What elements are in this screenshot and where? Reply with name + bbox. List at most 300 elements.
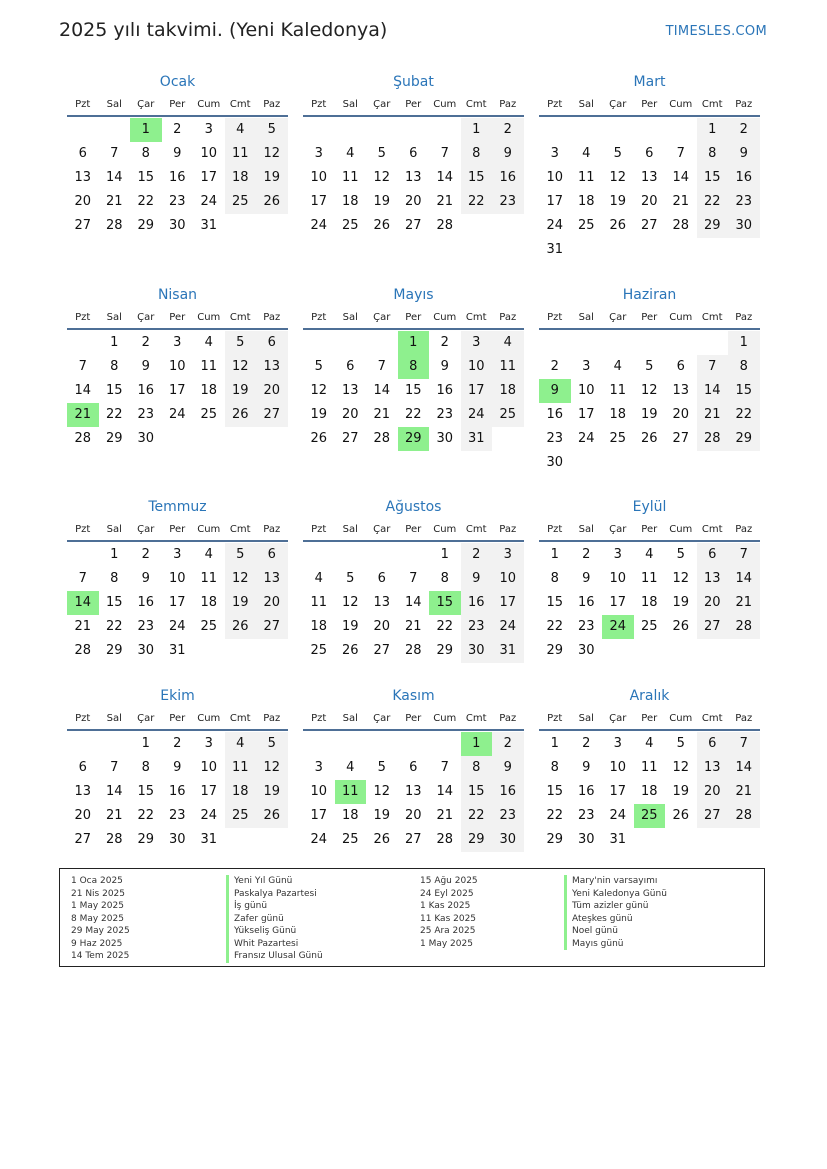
day-cell[interactable]: 22 — [697, 190, 729, 214]
day-cell[interactable]: 21 — [436, 194, 454, 209]
day-cell[interactable]: 31 — [546, 242, 564, 257]
day-cell[interactable]: 12 — [310, 383, 328, 398]
day-cell[interactable]: 21 — [404, 619, 422, 634]
day-cell[interactable]: 18 — [640, 595, 658, 610]
day-cell[interactable]: 7 — [440, 760, 449, 775]
day-cell[interactable]: 1 — [461, 118, 493, 142]
day-cell[interactable]: 28 — [74, 643, 92, 658]
day-cell[interactable]: 6 — [78, 146, 87, 161]
day-cell[interactable]: 15 — [546, 595, 564, 610]
day-cell[interactable]: 27 — [640, 218, 658, 233]
day-cell[interactable]: 3 — [314, 146, 323, 161]
day-cell[interactable]: 29 — [546, 643, 564, 658]
day-cell[interactable]: 7 — [78, 359, 87, 374]
day-cell[interactable]: 13 — [697, 756, 729, 780]
day-cell[interactable]: 30 — [137, 643, 155, 658]
day-cell[interactable]: 25 — [341, 832, 359, 847]
day-cell[interactable]: 2 — [582, 547, 591, 562]
day-cell[interactable]: 12 — [672, 571, 690, 586]
day-cell[interactable]: 17 — [577, 407, 595, 422]
day-cell[interactable]: 7 — [440, 146, 449, 161]
day-cell[interactable]: 22 — [546, 808, 564, 823]
day-cell[interactable]: 4 — [314, 571, 323, 586]
day-cell[interactable]: 29 — [137, 218, 155, 233]
day-cell[interactable]: 6 — [409, 146, 418, 161]
day-cell[interactable]: 22 — [105, 619, 123, 634]
day-cell[interactable]: 25 — [577, 218, 595, 233]
day-cell[interactable]: 15 — [137, 784, 155, 799]
day-cell[interactable]: 11 — [640, 571, 658, 586]
day-cell[interactable]: 6 — [78, 760, 87, 775]
day-cell[interactable]: 18 — [341, 808, 359, 823]
day-cell[interactable]: 17 — [546, 194, 564, 209]
day-cell[interactable]: 15 — [105, 595, 123, 610]
day-cell[interactable]: 16 — [461, 591, 493, 615]
day-cell[interactable]: 3 — [173, 335, 182, 350]
day-cell[interactable]: 16 — [577, 595, 595, 610]
day-cell[interactable]: 2 — [492, 118, 524, 142]
holiday-day-cell[interactable]: 1 — [130, 118, 162, 142]
day-cell[interactable]: 21 — [105, 194, 123, 209]
day-cell[interactable]: 9 — [461, 567, 493, 591]
day-cell[interactable]: 20 — [697, 780, 729, 804]
day-cell[interactable]: 8 — [440, 571, 449, 586]
day-cell[interactable]: 15 — [461, 780, 493, 804]
day-cell[interactable]: 30 — [436, 431, 454, 446]
day-cell[interactable]: 13 — [404, 784, 422, 799]
day-cell[interactable]: 29 — [728, 427, 760, 451]
day-cell[interactable]: 11 — [225, 756, 257, 780]
day-cell[interactable]: 3 — [173, 547, 182, 562]
day-cell[interactable]: 31 — [461, 427, 493, 451]
day-cell[interactable]: 17 — [609, 595, 627, 610]
day-cell[interactable]: 25 — [200, 407, 218, 422]
day-cell[interactable]: 21 — [728, 591, 760, 615]
day-cell[interactable]: 1 — [550, 547, 559, 562]
day-cell[interactable]: 12 — [256, 142, 288, 166]
day-cell[interactable]: 16 — [546, 407, 564, 422]
day-cell[interactable]: 24 — [609, 808, 627, 823]
day-cell[interactable]: 9 — [173, 146, 182, 161]
day-cell[interactable]: 19 — [672, 595, 690, 610]
day-cell[interactable]: 5 — [256, 732, 288, 756]
day-cell[interactable]: 2 — [461, 543, 493, 567]
day-cell[interactable]: 14 — [105, 784, 123, 799]
day-cell[interactable]: 23 — [137, 619, 155, 634]
day-cell[interactable]: 6 — [697, 543, 729, 567]
day-cell[interactable]: 27 — [404, 832, 422, 847]
day-cell[interactable]: 25 — [640, 619, 658, 634]
day-cell[interactable]: 15 — [728, 379, 760, 403]
day-cell[interactable]: 8 — [110, 571, 119, 586]
day-cell[interactable]: 13 — [697, 567, 729, 591]
day-cell[interactable]: 10 — [492, 567, 524, 591]
day-cell[interactable]: 27 — [74, 832, 92, 847]
day-cell[interactable]: 7 — [697, 355, 729, 379]
day-cell[interactable]: 23 — [168, 194, 186, 209]
day-cell[interactable]: 28 — [436, 218, 454, 233]
day-cell[interactable]: 21 — [373, 407, 391, 422]
day-cell[interactable]: 11 — [341, 170, 359, 185]
day-cell[interactable]: 3 — [613, 547, 622, 562]
day-cell[interactable]: 20 — [373, 619, 391, 634]
day-cell[interactable]: 18 — [341, 194, 359, 209]
day-cell[interactable]: 6 — [676, 359, 685, 374]
day-cell[interactable]: 16 — [492, 166, 524, 190]
day-cell[interactable]: 26 — [373, 218, 391, 233]
day-cell[interactable]: 11 — [577, 170, 595, 185]
day-cell[interactable]: 22 — [404, 407, 422, 422]
day-cell[interactable]: 4 — [613, 359, 622, 374]
day-cell[interactable]: 10 — [609, 571, 627, 586]
day-cell[interactable]: 14 — [373, 383, 391, 398]
day-cell[interactable]: 26 — [609, 218, 627, 233]
day-cell[interactable]: 4 — [346, 146, 355, 161]
day-cell[interactable]: 2 — [728, 118, 760, 142]
day-cell[interactable]: 9 — [492, 756, 524, 780]
holiday-day-cell[interactable]: 1 — [461, 732, 493, 756]
day-cell[interactable]: 5 — [225, 543, 257, 567]
day-cell[interactable]: 12 — [640, 383, 658, 398]
day-cell[interactable]: 24 — [461, 403, 493, 427]
day-cell[interactable]: 7 — [78, 571, 87, 586]
day-cell[interactable]: 18 — [310, 619, 328, 634]
day-cell[interactable]: 13 — [256, 355, 288, 379]
day-cell[interactable]: 11 — [200, 359, 218, 374]
day-cell[interactable]: 3 — [314, 760, 323, 775]
day-cell[interactable]: 23 — [168, 808, 186, 823]
day-cell[interactable]: 11 — [492, 355, 524, 379]
day-cell[interactable]: 26 — [373, 832, 391, 847]
day-cell[interactable]: 29 — [105, 643, 123, 658]
day-cell[interactable]: 6 — [377, 571, 386, 586]
day-cell[interactable]: 8 — [697, 142, 729, 166]
day-cell[interactable]: 12 — [256, 756, 288, 780]
day-cell[interactable]: 4 — [645, 547, 654, 562]
day-cell[interactable]: 31 — [200, 218, 218, 233]
day-cell[interactable]: 12 — [373, 784, 391, 799]
day-cell[interactable]: 12 — [373, 170, 391, 185]
day-cell[interactable]: 10 — [461, 355, 493, 379]
day-cell[interactable]: 17 — [168, 595, 186, 610]
day-cell[interactable]: 1 — [550, 736, 559, 751]
holiday-day-cell[interactable]: 1 — [398, 331, 430, 355]
day-cell[interactable]: 24 — [310, 218, 328, 233]
day-cell[interactable]: 21 — [697, 403, 729, 427]
day-cell[interactable]: 8 — [110, 359, 119, 374]
day-cell[interactable]: 25 — [200, 619, 218, 634]
day-cell[interactable]: 20 — [256, 379, 288, 403]
day-cell[interactable]: 16 — [168, 784, 186, 799]
day-cell[interactable]: 29 — [137, 832, 155, 847]
day-cell[interactable]: 22 — [137, 808, 155, 823]
day-cell[interactable]: 4 — [225, 118, 257, 142]
day-cell[interactable]: 6 — [409, 760, 418, 775]
day-cell[interactable]: 1 — [697, 118, 729, 142]
day-cell[interactable]: 18 — [225, 166, 257, 190]
day-cell[interactable]: 30 — [546, 455, 564, 470]
day-cell[interactable]: 1 — [141, 736, 150, 751]
day-cell[interactable]: 4 — [204, 547, 213, 562]
day-cell[interactable]: 24 — [168, 407, 186, 422]
day-cell[interactable]: 8 — [461, 142, 493, 166]
day-cell[interactable]: 18 — [200, 595, 218, 610]
day-cell[interactable]: 2 — [173, 122, 182, 137]
day-cell[interactable]: 19 — [640, 407, 658, 422]
day-cell[interactable]: 7 — [110, 146, 119, 161]
day-cell[interactable]: 27 — [697, 804, 729, 828]
day-cell[interactable]: 17 — [200, 170, 218, 185]
day-cell[interactable]: 30 — [461, 639, 493, 663]
day-cell[interactable]: 13 — [74, 170, 92, 185]
day-cell[interactable]: 20 — [672, 407, 690, 422]
holiday-day-cell[interactable]: 9 — [539, 379, 571, 403]
day-cell[interactable]: 30 — [728, 214, 760, 238]
day-cell[interactable]: 30 — [577, 643, 595, 658]
day-cell[interactable]: 21 — [728, 780, 760, 804]
day-cell[interactable]: 10 — [200, 760, 218, 775]
day-cell[interactable]: 28 — [105, 218, 123, 233]
day-cell[interactable]: 28 — [74, 431, 92, 446]
day-cell[interactable]: 17 — [461, 379, 493, 403]
day-cell[interactable]: 5 — [676, 547, 685, 562]
day-cell[interactable]: 2 — [141, 547, 150, 562]
day-cell[interactable]: 13 — [373, 595, 391, 610]
day-cell[interactable]: 4 — [346, 760, 355, 775]
day-cell[interactable]: 23 — [728, 190, 760, 214]
day-cell[interactable]: 20 — [74, 808, 92, 823]
day-cell[interactable]: 17 — [310, 194, 328, 209]
day-cell[interactable]: 8 — [728, 355, 760, 379]
day-cell[interactable]: 26 — [256, 190, 288, 214]
day-cell[interactable]: 26 — [310, 431, 328, 446]
day-cell[interactable]: 18 — [609, 407, 627, 422]
day-cell[interactable]: 2 — [141, 335, 150, 350]
day-cell[interactable]: 18 — [577, 194, 595, 209]
day-cell[interactable]: 20 — [404, 194, 422, 209]
day-cell[interactable]: 1 — [110, 335, 119, 350]
day-cell[interactable]: 2 — [492, 732, 524, 756]
day-cell[interactable]: 7 — [409, 571, 418, 586]
day-cell[interactable]: 23 — [137, 407, 155, 422]
day-cell[interactable]: 12 — [672, 760, 690, 775]
day-cell[interactable]: 2 — [550, 359, 559, 374]
day-cell[interactable]: 1 — [110, 547, 119, 562]
day-cell[interactable]: 14 — [74, 383, 92, 398]
day-cell[interactable]: 27 — [256, 403, 288, 427]
day-cell[interactable]: 4 — [204, 335, 213, 350]
day-cell[interactable]: 25 — [225, 190, 257, 214]
day-cell[interactable]: 4 — [492, 331, 524, 355]
day-cell[interactable]: 25 — [310, 643, 328, 658]
day-cell[interactable]: 28 — [728, 615, 760, 639]
day-cell[interactable]: 7 — [728, 732, 760, 756]
day-cell[interactable]: 10 — [168, 359, 186, 374]
day-cell[interactable]: 19 — [373, 808, 391, 823]
day-cell[interactable]: 15 — [546, 784, 564, 799]
day-cell[interactable]: 2 — [173, 736, 182, 751]
day-cell[interactable]: 2 — [582, 736, 591, 751]
day-cell[interactable]: 9 — [141, 571, 150, 586]
day-cell[interactable]: 28 — [697, 427, 729, 451]
day-cell[interactable]: 20 — [404, 808, 422, 823]
holiday-day-cell[interactable]: 15 — [429, 591, 461, 615]
day-cell[interactable]: 19 — [373, 194, 391, 209]
day-cell[interactable]: 19 — [672, 784, 690, 799]
day-cell[interactable]: 8 — [550, 760, 559, 775]
day-cell[interactable]: 10 — [310, 784, 328, 799]
day-cell[interactable]: 5 — [377, 760, 386, 775]
day-cell[interactable]: 23 — [492, 190, 524, 214]
day-cell[interactable]: 5 — [676, 736, 685, 751]
day-cell[interactable]: 16 — [728, 166, 760, 190]
day-cell[interactable]: 16 — [492, 780, 524, 804]
day-cell[interactable]: 10 — [310, 170, 328, 185]
day-cell[interactable]: 20 — [74, 194, 92, 209]
day-cell[interactable]: 7 — [728, 543, 760, 567]
day-cell[interactable]: 20 — [256, 591, 288, 615]
day-cell[interactable]: 15 — [697, 166, 729, 190]
day-cell[interactable]: 28 — [373, 431, 391, 446]
day-cell[interactable]: 14 — [105, 170, 123, 185]
day-cell[interactable]: 16 — [436, 383, 454, 398]
day-cell[interactable]: 23 — [461, 615, 493, 639]
day-cell[interactable]: 10 — [200, 146, 218, 161]
day-cell[interactable]: 20 — [697, 591, 729, 615]
day-cell[interactable]: 19 — [256, 780, 288, 804]
day-cell[interactable]: 3 — [550, 146, 559, 161]
day-cell[interactable]: 5 — [225, 331, 257, 355]
day-cell[interactable]: 24 — [200, 808, 218, 823]
day-cell[interactable]: 27 — [697, 615, 729, 639]
day-cell[interactable]: 8 — [141, 146, 150, 161]
day-cell[interactable]: 26 — [672, 808, 690, 823]
day-cell[interactable]: 10 — [168, 571, 186, 586]
day-cell[interactable]: 17 — [609, 784, 627, 799]
day-cell[interactable]: 14 — [672, 170, 690, 185]
day-cell[interactable]: 11 — [310, 595, 328, 610]
day-cell[interactable]: 15 — [404, 383, 422, 398]
day-cell[interactable]: 25 — [341, 218, 359, 233]
day-cell[interactable]: 11 — [225, 142, 257, 166]
day-cell[interactable]: 8 — [141, 760, 150, 775]
day-cell[interactable]: 5 — [314, 359, 323, 374]
day-cell[interactable]: 19 — [341, 619, 359, 634]
day-cell[interactable]: 22 — [728, 403, 760, 427]
day-cell[interactable]: 12 — [225, 355, 257, 379]
day-cell[interactable]: 10 — [546, 170, 564, 185]
day-cell[interactable]: 28 — [404, 643, 422, 658]
day-cell[interactable]: 26 — [341, 643, 359, 658]
day-cell[interactable]: 28 — [728, 804, 760, 828]
day-cell[interactable]: 22 — [137, 194, 155, 209]
day-cell[interactable]: 15 — [137, 170, 155, 185]
day-cell[interactable]: 27 — [74, 218, 92, 233]
day-cell[interactable]: 22 — [105, 407, 123, 422]
day-cell[interactable]: 15 — [105, 383, 123, 398]
day-cell[interactable]: 27 — [373, 643, 391, 658]
day-cell[interactable]: 18 — [225, 780, 257, 804]
day-cell[interactable]: 10 — [577, 383, 595, 398]
day-cell[interactable]: 13 — [74, 784, 92, 799]
day-cell[interactable]: 16 — [577, 784, 595, 799]
brand-logo[interactable]: TIMESLES.COM — [665, 24, 767, 39]
day-cell[interactable]: 29 — [461, 828, 493, 852]
holiday-day-cell[interactable]: 14 — [67, 591, 99, 615]
day-cell[interactable]: 19 — [256, 166, 288, 190]
day-cell[interactable]: 27 — [256, 615, 288, 639]
holiday-day-cell[interactable]: 24 — [602, 615, 634, 639]
day-cell[interactable]: 6 — [697, 732, 729, 756]
day-cell[interactable]: 24 — [492, 615, 524, 639]
day-cell[interactable]: 19 — [225, 379, 257, 403]
day-cell[interactable]: 8 — [461, 756, 493, 780]
day-cell[interactable]: 14 — [697, 379, 729, 403]
day-cell[interactable]: 5 — [613, 146, 622, 161]
day-cell[interactable]: 3 — [582, 359, 591, 374]
day-cell[interactable]: 9 — [582, 760, 591, 775]
day-cell[interactable]: 21 — [672, 194, 690, 209]
day-cell[interactable]: 18 — [640, 784, 658, 799]
day-cell[interactable]: 24 — [310, 832, 328, 847]
day-cell[interactable]: 6 — [645, 146, 654, 161]
day-cell[interactable]: 4 — [225, 732, 257, 756]
day-cell[interactable]: 14 — [436, 784, 454, 799]
day-cell[interactable]: 1 — [440, 547, 449, 562]
day-cell[interactable]: 25 — [609, 431, 627, 446]
day-cell[interactable]: 12 — [609, 170, 627, 185]
day-cell[interactable]: 14 — [404, 595, 422, 610]
day-cell[interactable]: 29 — [105, 431, 123, 446]
day-cell[interactable]: 30 — [492, 828, 524, 852]
day-cell[interactable]: 24 — [577, 431, 595, 446]
day-cell[interactable]: 31 — [200, 832, 218, 847]
day-cell[interactable]: 24 — [200, 194, 218, 209]
day-cell[interactable]: 22 — [436, 619, 454, 634]
day-cell[interactable]: 18 — [200, 383, 218, 398]
day-cell[interactable]: 7 — [676, 146, 685, 161]
day-cell[interactable]: 31 — [609, 832, 627, 847]
day-cell[interactable]: 30 — [577, 832, 595, 847]
day-cell[interactable]: 3 — [204, 122, 213, 137]
day-cell[interactable]: 28 — [436, 832, 454, 847]
day-cell[interactable]: 30 — [137, 431, 155, 446]
day-cell[interactable]: 13 — [256, 567, 288, 591]
day-cell[interactable]: 22 — [461, 190, 493, 214]
day-cell[interactable]: 17 — [168, 383, 186, 398]
day-cell[interactable]: 27 — [341, 431, 359, 446]
day-cell[interactable]: 12 — [225, 567, 257, 591]
day-cell[interactable]: 1 — [728, 331, 760, 355]
day-cell[interactable]: 20 — [640, 194, 658, 209]
day-cell[interactable]: 3 — [492, 543, 524, 567]
day-cell[interactable]: 30 — [168, 218, 186, 233]
day-cell[interactable]: 10 — [609, 760, 627, 775]
holiday-day-cell[interactable]: 25 — [634, 804, 666, 828]
day-cell[interactable]: 31 — [492, 639, 524, 663]
day-cell[interactable]: 30 — [168, 832, 186, 847]
day-cell[interactable]: 5 — [346, 571, 355, 586]
holiday-day-cell[interactable]: 29 — [398, 427, 430, 451]
day-cell[interactable]: 29 — [697, 214, 729, 238]
day-cell[interactable]: 13 — [640, 170, 658, 185]
day-cell[interactable]: 16 — [137, 383, 155, 398]
day-cell[interactable]: 14 — [728, 756, 760, 780]
day-cell[interactable]: 13 — [672, 383, 690, 398]
day-cell[interactable]: 9 — [582, 571, 591, 586]
day-cell[interactable]: 21 — [105, 808, 123, 823]
day-cell[interactable]: 29 — [546, 832, 564, 847]
